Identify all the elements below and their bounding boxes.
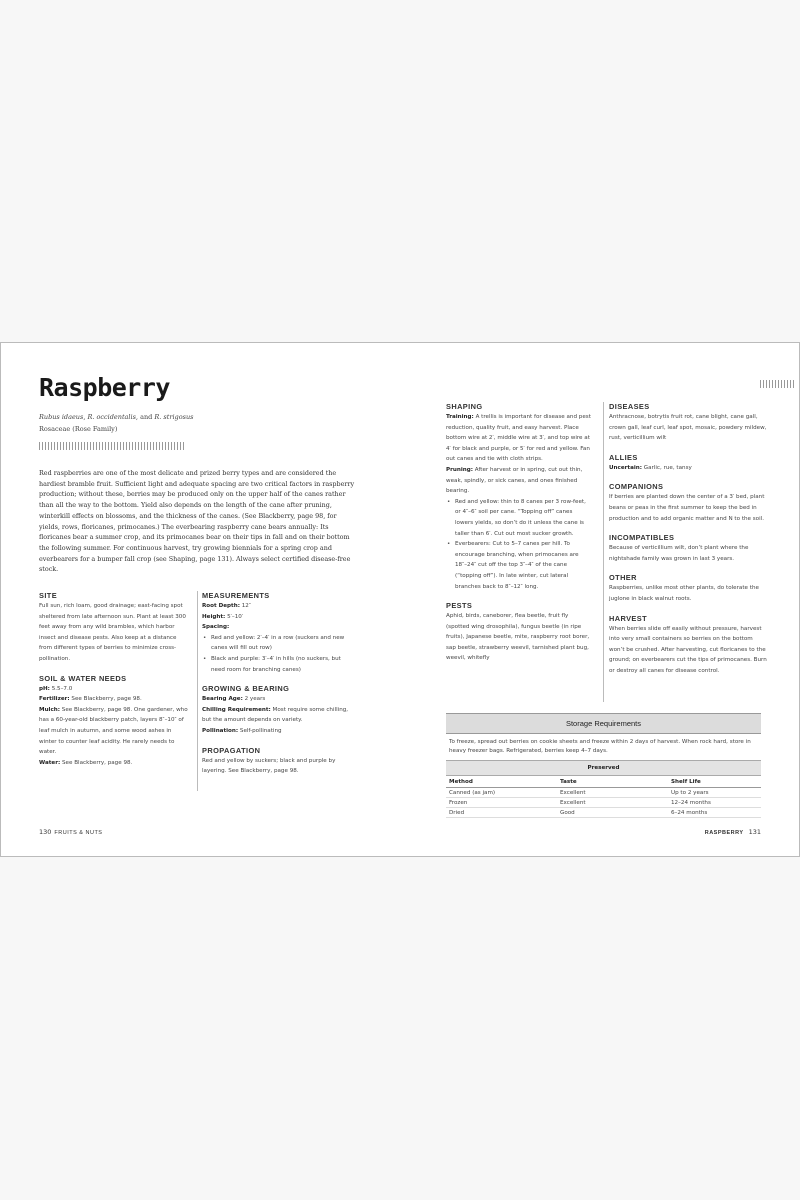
right-column-a bbox=[446, 402, 592, 673]
storage-title: Storage Requirements bbox=[446, 713, 761, 734]
latin-name-b: R. strigosus bbox=[154, 413, 194, 421]
table-cell: Frozen bbox=[446, 798, 557, 808]
table-header-row bbox=[446, 776, 761, 788]
bearing-age-line bbox=[202, 694, 354, 705]
storage-box bbox=[446, 713, 761, 818]
chilling-label: Chilling Requirement: bbox=[202, 706, 271, 713]
companions-heading: COMPANIONS bbox=[609, 482, 664, 492]
shaping-heading: SHAPING bbox=[446, 402, 483, 411]
diseases-heading: DISEASES bbox=[609, 402, 650, 411]
table-cell: Canned (as jam) bbox=[446, 788, 557, 798]
diseases-text: Anthracnose, botrytis fruit rot, cane blight, cane gall, crown gall, leaf curl, leaf spot, mosaic, powdery mildew, rust, verticillium wilt bbox=[609, 414, 767, 442]
left-footer bbox=[39, 828, 102, 836]
chilling-line bbox=[202, 705, 354, 726]
shaping-section bbox=[446, 402, 592, 592]
site-heading: SITE bbox=[39, 591, 58, 600]
table-row bbox=[446, 798, 761, 808]
allies-value: Garlic, rue, tansy bbox=[643, 464, 692, 471]
latin-names bbox=[39, 413, 193, 421]
growing-heading: GROWING & BEARING bbox=[202, 684, 290, 694]
ph-label: pH: bbox=[39, 685, 50, 692]
propagation-text: Red and yellow by suckers; black and purple by layering. See Blackberry, page 98. bbox=[202, 757, 336, 775]
other-section bbox=[609, 573, 767, 604]
left-column-a bbox=[39, 591, 189, 777]
height-line bbox=[202, 612, 354, 623]
right-column-b bbox=[609, 402, 767, 686]
measurements-heading: MEASUREMENTS bbox=[202, 591, 270, 600]
root-depth-value: 12″ bbox=[241, 603, 251, 609]
pests-section bbox=[446, 601, 592, 664]
training-value: A trellis is important for disease and pest reduction, quality fruit, and easy harvest. Place bottom wire at 2′, middle wire at 3′, and top wire at 4′ for black and purple, or 5′ for red and yellow. Fan out canes and tie with cloth strips. bbox=[446, 414, 591, 463]
bearing-age-value: 2 years bbox=[244, 696, 266, 703]
table-row bbox=[446, 808, 761, 818]
storage-note: To freeze, spread out berries on cookie sheets and freeze within 2 days of harvest. When rock hard, store in heavy freezer bags. Refrigerated, berries keep 4–7 days. bbox=[449, 739, 751, 754]
pruning-label: Pruning: bbox=[446, 466, 473, 473]
companions-text: If berries are planted down the center of a 3′ bed, plant beans or peas in the first summer to keep the bed in production and to add organic matter and N to the soil. bbox=[609, 494, 765, 522]
site-section bbox=[39, 591, 189, 665]
other-heading: OTHER bbox=[609, 573, 637, 583]
fertilizer-line bbox=[39, 694, 189, 705]
incompatibles-text: Because of verticillium wilt, don’t plant where the nightshade family was grown in last 3 years. bbox=[609, 545, 749, 562]
column-header-shelf-life: Shelf Life bbox=[668, 776, 761, 788]
page-title: Raspberry bbox=[39, 373, 170, 402]
height-label: Height: bbox=[202, 613, 226, 620]
list-item: • Red and yellow: thin to 8 canes per 3 row-feet, or 4″–6″ soil per cane. “Topping off” canes lowers yields, so don’t do it unless the cane is taller than 6′. Cut out most sucker growth. bbox=[454, 497, 592, 539]
root-depth-line bbox=[202, 601, 354, 612]
spacing-line bbox=[202, 622, 354, 633]
ph-value: 5.5–7.0 bbox=[51, 685, 73, 692]
propagation-section bbox=[202, 746, 354, 777]
incompatibles-heading: INCOMPATIBLES bbox=[609, 533, 675, 543]
plant-family: Rosaceae (Rose Family) bbox=[39, 425, 118, 433]
pests-heading: PESTS bbox=[446, 601, 473, 611]
latin-name-a: Rubus idaeus, R. occidentalis, bbox=[39, 413, 138, 421]
allies-label: Uncertain: bbox=[609, 464, 642, 471]
table-cell: Excellent bbox=[557, 798, 668, 808]
table-row bbox=[446, 788, 761, 798]
section-name-left: FRUITS & NUTS bbox=[54, 830, 103, 836]
mulch-line bbox=[39, 705, 189, 758]
growing-section bbox=[202, 684, 354, 736]
left-page bbox=[0, 343, 400, 856]
pruning-value: After harvest or in spring, cut out thin, weak, spindly, or sick canes, and ones finished bearing. bbox=[446, 466, 583, 495]
allies-section bbox=[609, 453, 767, 474]
propagation-heading: PROPAGATION bbox=[202, 745, 261, 755]
list-item: • Everbearers: Cut to 5–7 canes per hill. To encourage branching, when primocanes are 18″–24″ cut off the top 3″–4″ of the cane (“topping off”). In late winter, cut lateral branches back to 8″–12″ long. bbox=[454, 539, 592, 592]
left-column-b bbox=[202, 591, 354, 786]
column-divider bbox=[197, 591, 198, 791]
pests-text: Aphid, birds, caneborer, flea beetle, fruit fly (spotted wing drosophila), fungus beetle (in ripe fruits), Japanese beetle, mite, raspberry root borer, sap beetle, strawberry weevil, tarnished plant bug, weevil, whitefly bbox=[446, 613, 590, 662]
right-page bbox=[400, 343, 800, 856]
water-label: Water: bbox=[39, 759, 61, 766]
harvest-heading: HARVEST bbox=[609, 613, 647, 623]
root-depth-label: Root Depth: bbox=[202, 603, 240, 609]
ph-line bbox=[39, 684, 189, 695]
companions-section bbox=[609, 482, 767, 524]
pollination-label: Pollination: bbox=[202, 727, 239, 734]
pollination-line bbox=[202, 726, 354, 737]
spacing-list bbox=[202, 633, 354, 675]
table-cell: 6–24 months bbox=[668, 808, 761, 818]
pruning-line bbox=[446, 465, 592, 497]
pollination-value: Self-pollinating bbox=[239, 727, 282, 734]
allies-line bbox=[609, 463, 767, 474]
list-item: • Black and purple: 3′–4′ in hills (no suckers, but need room for branching canes) bbox=[210, 654, 354, 675]
page-number-left: 130 bbox=[39, 828, 52, 836]
page-number-right: 131 bbox=[748, 828, 761, 836]
harvest-section bbox=[609, 614, 767, 677]
bearing-age-label: Bearing Age: bbox=[202, 696, 243, 703]
column-divider bbox=[603, 402, 604, 702]
table-cell: Dried bbox=[446, 808, 557, 818]
diseases-section bbox=[609, 402, 767, 444]
water-value: See Blackberry, page 98. bbox=[62, 759, 133, 766]
pruning-list bbox=[446, 497, 592, 592]
mulch-value: See Blackberry, page 98. One gardener, who has a 60-year-old blackberry patch, layers 8″–10″ of leaf mulch in autumn, and some wood ashes in winter to counter leaf acidity. He rarely needs to water. bbox=[39, 706, 188, 756]
table-cell: Excellent bbox=[557, 788, 668, 798]
preserved-header: Preserved bbox=[446, 760, 761, 776]
decorative-tick-rule bbox=[39, 442, 184, 450]
latin-and: and bbox=[140, 413, 153, 421]
table-cell: 12–24 months bbox=[668, 798, 761, 808]
soil-heading: SOIL & WATER NEEDS bbox=[39, 673, 127, 683]
book-spread bbox=[0, 342, 800, 857]
column-header-method: Method bbox=[446, 776, 557, 788]
harvest-text: When berries slide off easily without pressure, harvest into very small containers so berries on the bottom won’t be crushed. After harvesting, cut floricanes to the ground; on everbearers cut the tips of primocanes. Burn or destroy all canes for disease control. bbox=[609, 625, 767, 674]
section-name-right: RASPBERRY bbox=[704, 830, 744, 836]
training-line bbox=[446, 412, 592, 465]
fertilizer-value: See Blackberry, page 98. bbox=[71, 696, 142, 703]
site-text: Full sun, rich loam, good drainage; east-facing spot sheltered from late afternoon sun. Plant at least 300 feet away from any wild brambles, which harbor insect and disease pests. Also keep at a distance from different types of berries to minimize cross-pollination. bbox=[39, 603, 186, 662]
spacing-label: Spacing: bbox=[202, 624, 230, 631]
mulch-label: Mulch: bbox=[39, 706, 61, 713]
table-cell: Up to 2 years bbox=[668, 788, 761, 798]
fertilizer-label: Fertilizer: bbox=[39, 696, 70, 703]
decorative-tick-rule bbox=[760, 380, 796, 388]
measurements-section bbox=[202, 591, 354, 675]
other-text: Raspberries, unlike most other plants, do tolerate the juglone in black walnut roots. bbox=[609, 585, 759, 602]
column-header-taste: Taste bbox=[557, 776, 668, 788]
training-label: Training: bbox=[446, 414, 474, 420]
incompatibles-section bbox=[609, 533, 767, 564]
water-line bbox=[39, 758, 189, 769]
storage-table bbox=[446, 776, 761, 818]
right-footer bbox=[705, 828, 761, 836]
list-item: • Red and yellow: 2′–4′ in a row (suckers and new canes will fill out row) bbox=[210, 633, 354, 654]
height-value: 5′–10′ bbox=[227, 613, 244, 620]
allies-heading: ALLIES bbox=[609, 452, 638, 462]
table-cell: Good bbox=[557, 808, 668, 818]
intro-paragraph: Red raspberries are one of the most delicate and prized berry types and are considered the hardiest bramble fruit. Sufficient light and adequate spacing are two critical factors in raspberry production; without these, berries may be produced only on the upper half of the canes rather than all the way to the bottom. Yield also depends on the length of the cane after pruning, winterkill effects on blossoms, and the thickness of the canes. (See Blackberry, page 98, for yields, rows, floricanes, primocanes.) The everbearing raspberry cane bears annually: Its floricanes bear a summer crop, and its primocanes bear on their tips in fall and on their bottom the following summer. For continuous harvest, try growing biennials for a spring crop and everbearers for a bumper fall crop (see Shaping, page 131). Always select certified disease-free stock. bbox=[39, 469, 355, 574]
intro-text bbox=[39, 468, 357, 575]
soil-section bbox=[39, 674, 189, 769]
chilling-value: Most require some chilling, but the amount depends on variety. bbox=[202, 706, 349, 724]
